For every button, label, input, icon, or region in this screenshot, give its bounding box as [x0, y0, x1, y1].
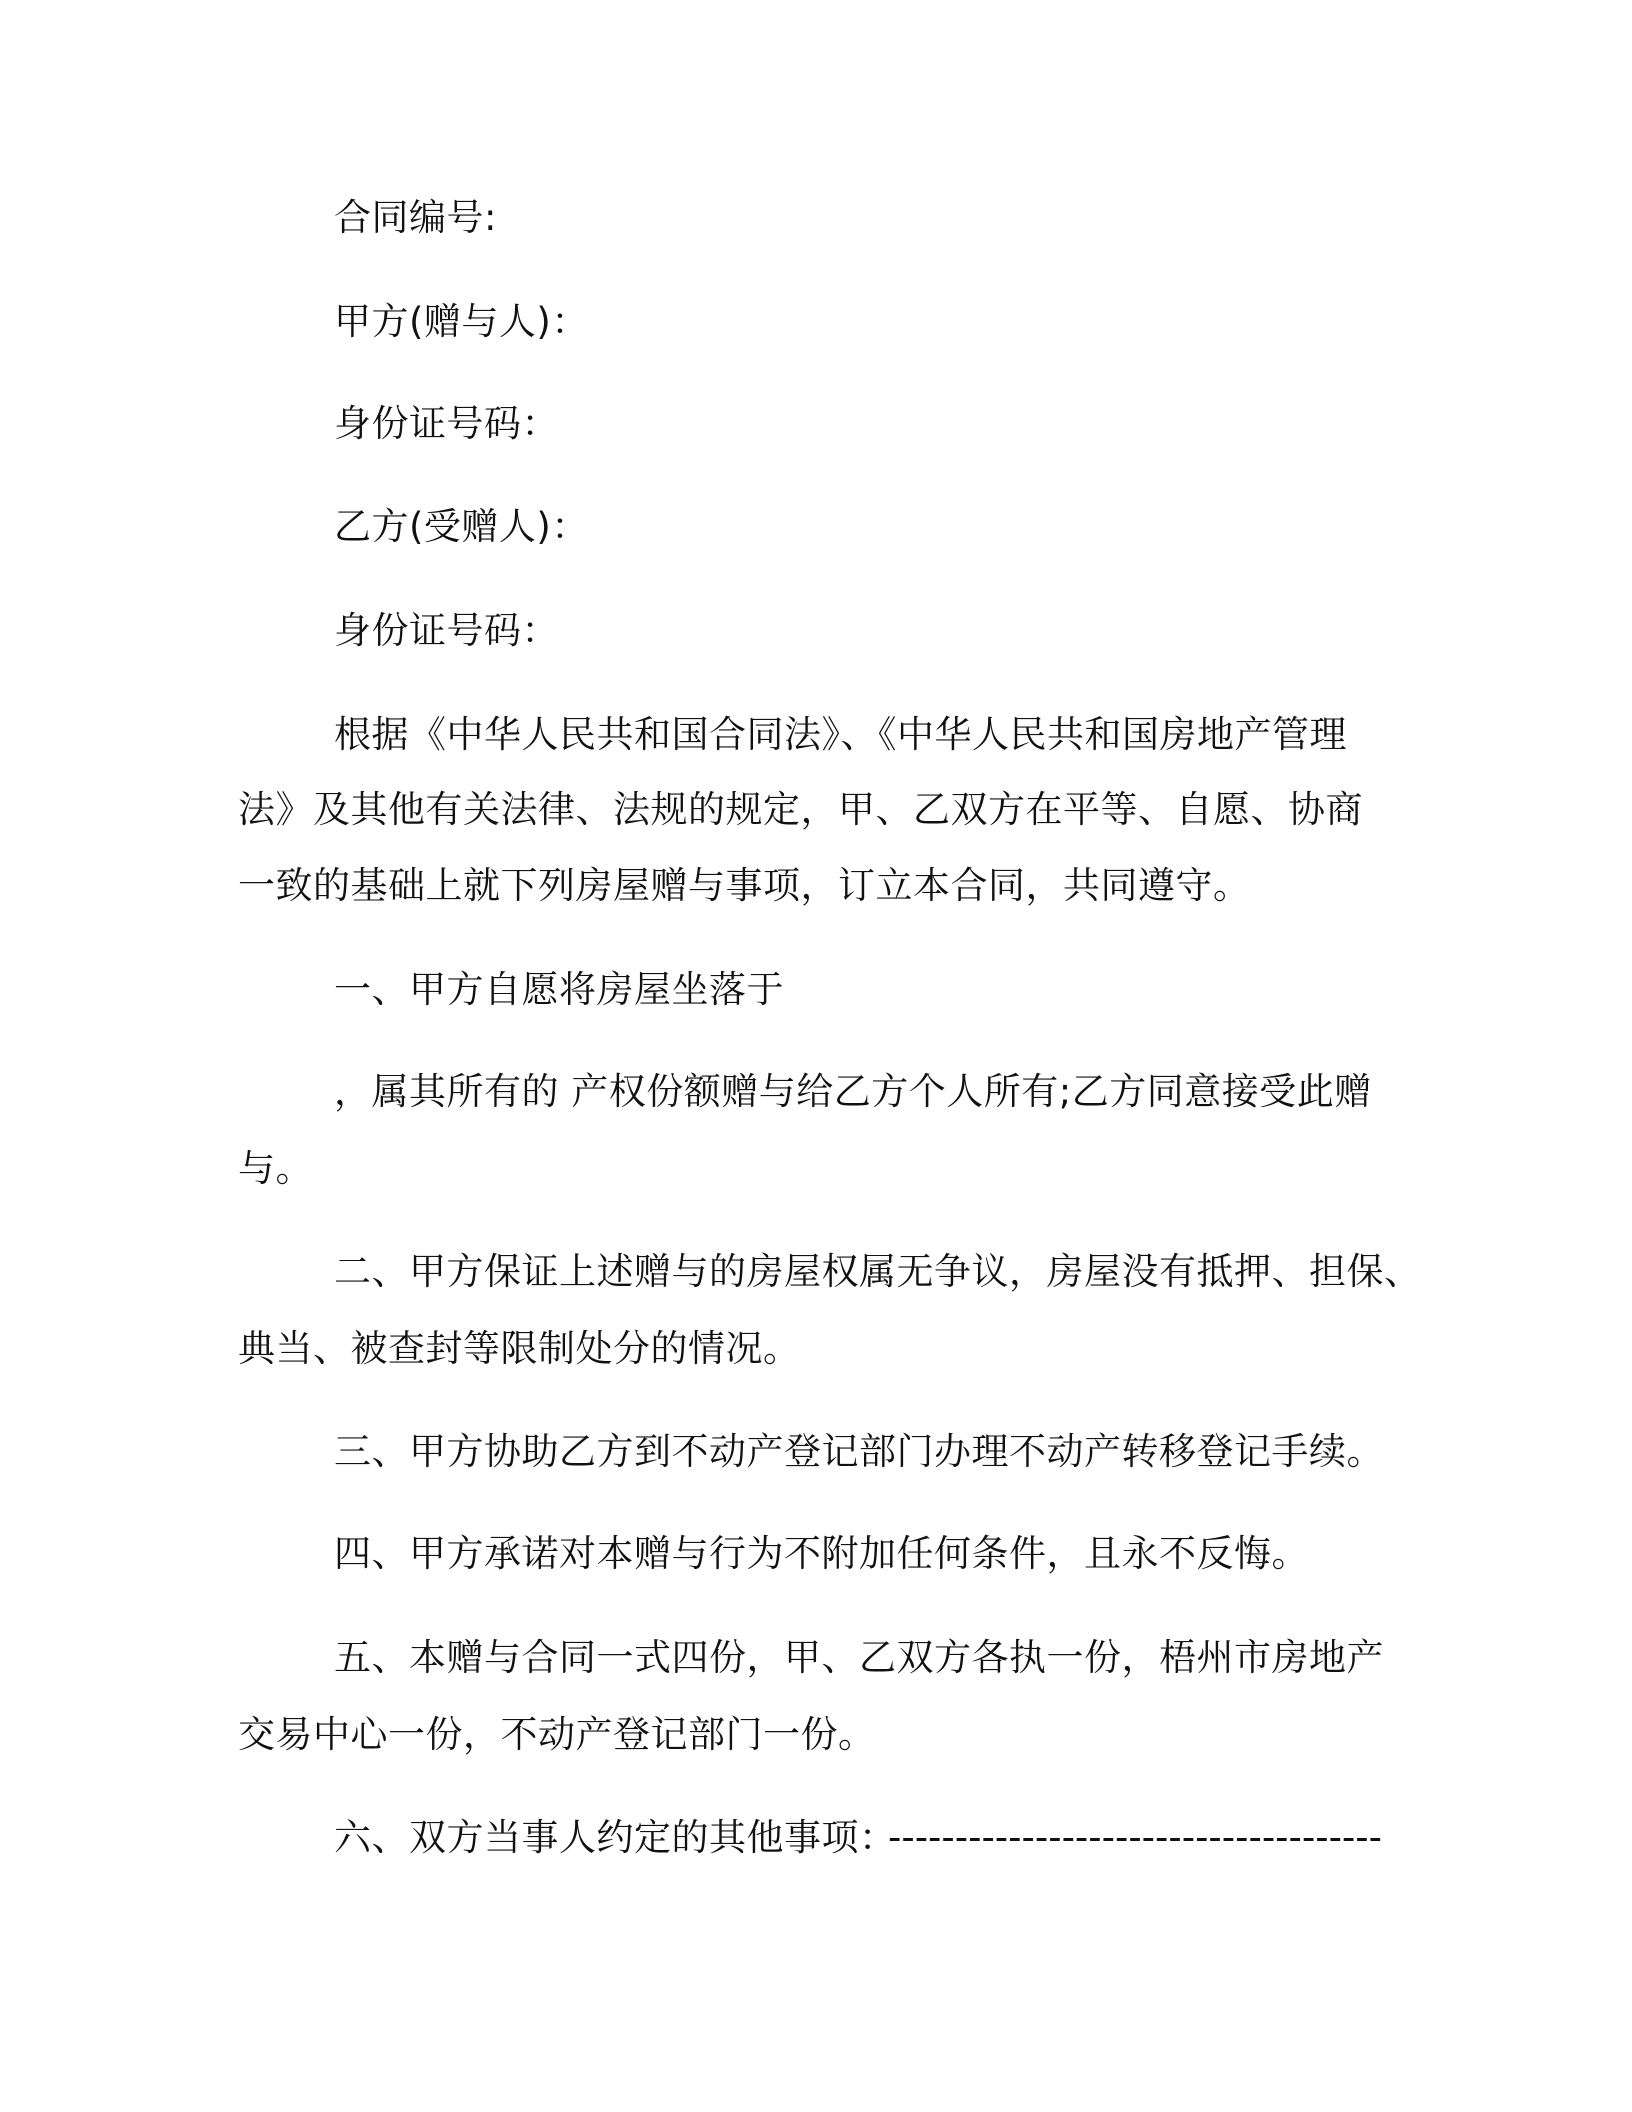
- clause-6-label: 六、双方当事人约定的其他事项：: [334, 1816, 897, 1859]
- preamble-line: 法》及其他有关法律、法规的规定，甲、乙双方在平等、自愿、协商: [238, 788, 1363, 831]
- clause-3: 三、甲方协助乙方到不动产登记部门办理不动产转移登记手续。: [334, 1430, 1384, 1473]
- clause-1-line: 一、甲方自愿将房屋坐落于: [334, 968, 784, 1011]
- clause-1-line: ，属其所有的 产权份额赠与给乙方个人所有;乙方同意接受此赠: [334, 1070, 1372, 1113]
- clause-1-line: 与。: [238, 1147, 313, 1190]
- clause-2-line: 二、甲方保证上述赠与的房屋权属无争议，房屋没有抵押、担保、: [334, 1250, 1422, 1293]
- clause-2-line: 典当、被查封等限制处分的情况。: [238, 1327, 801, 1370]
- preamble-line: 一致的基础上就下列房屋赠与事项，订立本合同，共同遵守。: [238, 864, 1251, 907]
- party-a-id-label: 身份证号码：: [334, 402, 559, 445]
- clause-4: 四、甲方承诺对本赠与行为不附加任何条件，且永不反悔。: [334, 1532, 1309, 1575]
- party-b-label: 乙方(受赠人)：: [334, 505, 589, 548]
- contract-number-label: 合同编号:: [334, 196, 497, 239]
- preamble-line: 根据《中华人民共和国合同法》、《中华人民共和国房地产管理: [334, 713, 1347, 756]
- clause-5-line: 五、本赠与合同一式四份，甲、乙双方各执一份，梧州市房地产: [334, 1636, 1384, 1679]
- clause-5-line: 交易中心一份，不动产登记部门一份。: [238, 1713, 876, 1756]
- clause-6-blank-line: -------------------------------------: [888, 1816, 1382, 1859]
- party-a-label: 甲方(赠与人)：: [334, 300, 589, 343]
- party-b-id-label: 身份证号码：: [334, 609, 559, 652]
